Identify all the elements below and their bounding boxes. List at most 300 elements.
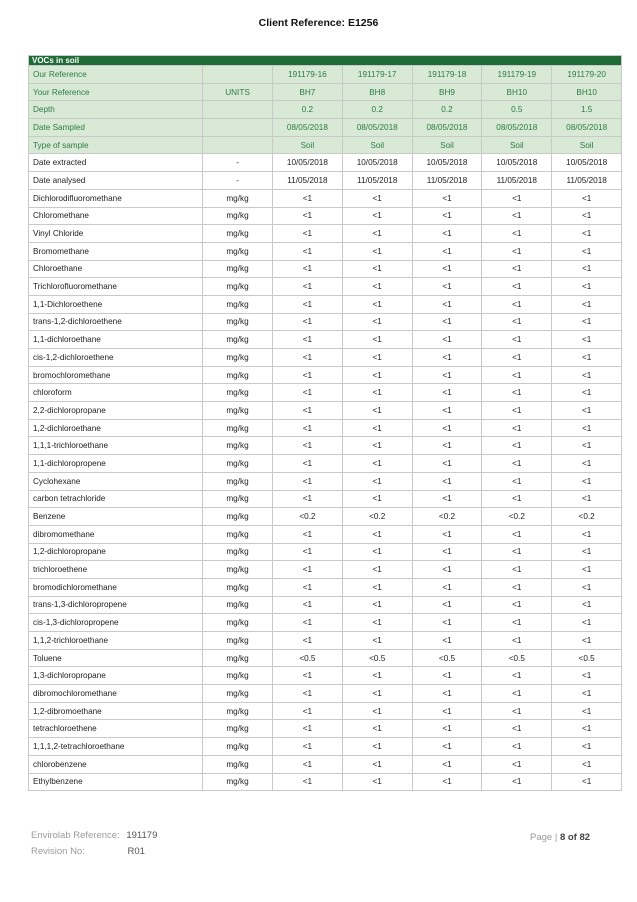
cell-value: <1 xyxy=(482,685,552,703)
cell-value: <1 xyxy=(412,578,482,596)
table-row xyxy=(29,384,622,402)
cell-value: <1 xyxy=(342,596,412,614)
cell-value: <1 xyxy=(412,596,482,614)
cell-value: <1 xyxy=(342,278,412,296)
row-unit: mg/kg xyxy=(203,260,273,278)
cell-value: 08/05/2018 xyxy=(342,119,412,137)
cell-value: <1 xyxy=(552,419,622,437)
table-row xyxy=(29,561,622,579)
table-row xyxy=(29,172,622,190)
cell-value: <1 xyxy=(482,543,552,561)
row-label: chloroform xyxy=(29,384,203,402)
cell-value: <1 xyxy=(482,596,552,614)
row-unit: mg/kg xyxy=(203,437,273,455)
row-unit: mg/kg xyxy=(203,278,273,296)
row-label: Depth xyxy=(29,101,203,119)
cell-value: <1 xyxy=(342,578,412,596)
row-label: bromodichloromethane xyxy=(29,578,203,596)
cell-value: <1 xyxy=(482,295,552,313)
cell-value: 10/05/2018 xyxy=(342,154,412,172)
cell-value: <1 xyxy=(482,437,552,455)
row-unit: mg/kg xyxy=(203,349,273,367)
row-label: 1,3-dichloropropane xyxy=(29,667,203,685)
cell-value: <1 xyxy=(412,189,482,207)
cell-value: <1 xyxy=(273,402,343,420)
cell-value: <0.2 xyxy=(482,508,552,526)
table-row xyxy=(29,349,622,367)
table-row xyxy=(29,419,622,437)
cell-value: <1 xyxy=(552,525,622,543)
table-row xyxy=(29,525,622,543)
cell-value: 10/05/2018 xyxy=(482,154,552,172)
cell-value: <1 xyxy=(482,349,552,367)
cell-value: <1 xyxy=(552,667,622,685)
row-label: 2,2-dichloropropane xyxy=(29,402,203,420)
row-label: 1,2-dichloropropane xyxy=(29,543,203,561)
row-unit: UNITS xyxy=(203,83,273,101)
header-row xyxy=(29,136,622,154)
cell-value: <1 xyxy=(482,189,552,207)
cell-value: Soil xyxy=(412,136,482,154)
cell-value: <1 xyxy=(552,437,622,455)
row-label: Date Sampled xyxy=(29,119,203,137)
table-row xyxy=(29,773,622,791)
cell-value: <1 xyxy=(552,685,622,703)
cell-value: 191179-20 xyxy=(552,66,622,84)
cell-value: <1 xyxy=(342,667,412,685)
cell-value: <1 xyxy=(342,366,412,384)
cell-value: 10/05/2018 xyxy=(552,154,622,172)
cell-value: <0.5 xyxy=(342,649,412,667)
cell-value: <1 xyxy=(482,366,552,384)
row-unit: mg/kg xyxy=(203,472,273,490)
cell-value: <1 xyxy=(482,472,552,490)
row-unit: mg/kg xyxy=(203,738,273,756)
row-label: Benzene xyxy=(29,508,203,526)
row-unit: mg/kg xyxy=(203,490,273,508)
cell-value: <1 xyxy=(482,578,552,596)
cell-value: <1 xyxy=(342,561,412,579)
cell-value: 11/05/2018 xyxy=(482,172,552,190)
cell-value: <1 xyxy=(342,720,412,738)
cell-value: <0.5 xyxy=(482,649,552,667)
cell-value: <1 xyxy=(482,720,552,738)
cell-value: 191179-18 xyxy=(412,66,482,84)
row-unit: mg/kg xyxy=(203,419,273,437)
table-body xyxy=(29,56,622,791)
cell-value: <1 xyxy=(412,278,482,296)
row-label: Date analysed xyxy=(29,172,203,190)
cell-value: <1 xyxy=(412,667,482,685)
cell-value: <1 xyxy=(552,755,622,773)
cell-value: <1 xyxy=(342,525,412,543)
cell-value: <1 xyxy=(412,525,482,543)
footer-page xyxy=(530,832,590,843)
table-row xyxy=(29,702,622,720)
cell-value: <1 xyxy=(342,702,412,720)
row-unit: - xyxy=(203,154,273,172)
cell-value: 11/05/2018 xyxy=(273,172,343,190)
row-label: 1,2-dichloroethane xyxy=(29,419,203,437)
cell-value: <1 xyxy=(342,738,412,756)
row-unit: mg/kg xyxy=(203,207,273,225)
cell-value: 0.2 xyxy=(342,101,412,119)
row-label: Your Reference xyxy=(29,83,203,101)
cell-value: <1 xyxy=(482,490,552,508)
cell-value: <0.5 xyxy=(552,649,622,667)
footer-page-number: 8 of 82 xyxy=(559,832,591,843)
row-label: bromochloromethane xyxy=(29,366,203,384)
footer-reference xyxy=(31,830,157,862)
cell-value: <1 xyxy=(552,773,622,791)
cell-value: <1 xyxy=(552,472,622,490)
cell-value: 191179-17 xyxy=(342,66,412,84)
cell-value: <1 xyxy=(273,755,343,773)
row-label: 1,2-dibromoethane xyxy=(29,702,203,720)
row-label: trichloroethene xyxy=(29,561,203,579)
footer-rev-label: Revision No: xyxy=(31,846,85,857)
cell-value: <1 xyxy=(552,543,622,561)
row-unit: mg/kg xyxy=(203,402,273,420)
cell-value: <1 xyxy=(273,295,343,313)
row-label: carbon tetrachloride xyxy=(29,490,203,508)
cell-value: <1 xyxy=(552,242,622,260)
header-row xyxy=(29,119,622,137)
row-label: Vinyl Chloride xyxy=(29,225,203,243)
cell-value: <1 xyxy=(552,632,622,650)
row-label: 1,1,1-trichloroethane xyxy=(29,437,203,455)
table-row xyxy=(29,295,622,313)
table-row xyxy=(29,596,622,614)
header-row xyxy=(29,83,622,101)
row-label: trans-1,2-dichloroethene xyxy=(29,313,203,331)
row-unit: mg/kg xyxy=(203,508,273,526)
row-unit xyxy=(203,119,273,137)
cell-value: <1 xyxy=(342,490,412,508)
cell-value: <1 xyxy=(273,614,343,632)
row-unit: mg/kg xyxy=(203,614,273,632)
cell-value: <1 xyxy=(342,455,412,473)
row-label: dibromochloromethane xyxy=(29,685,203,703)
cell-value: <1 xyxy=(412,366,482,384)
cell-value: <1 xyxy=(412,720,482,738)
cell-value: 0.2 xyxy=(273,101,343,119)
cell-value: <1 xyxy=(482,702,552,720)
voc-results-table xyxy=(28,55,622,791)
row-label: 1,1-Dichloroethene xyxy=(29,295,203,313)
row-label: 1,1,2-trichloroethane xyxy=(29,632,203,650)
table-row xyxy=(29,508,622,526)
cell-value: <1 xyxy=(482,225,552,243)
cell-value: <0.5 xyxy=(273,649,343,667)
cell-value: <0.2 xyxy=(412,508,482,526)
cell-value: <1 xyxy=(273,313,343,331)
cell-value: <1 xyxy=(273,225,343,243)
cell-value: <1 xyxy=(482,614,552,632)
cell-value: <1 xyxy=(412,295,482,313)
table-row xyxy=(29,260,622,278)
cell-value: <1 xyxy=(273,189,343,207)
cell-value: <1 xyxy=(273,419,343,437)
cell-value: <1 xyxy=(342,189,412,207)
row-unit: mg/kg xyxy=(203,455,273,473)
cell-value: <0.2 xyxy=(342,508,412,526)
row-label: Ethylbenzene xyxy=(29,773,203,791)
cell-value: <1 xyxy=(552,366,622,384)
cell-value: <1 xyxy=(412,773,482,791)
cell-value: <1 xyxy=(412,313,482,331)
cell-value: <1 xyxy=(482,384,552,402)
cell-value: <1 xyxy=(552,738,622,756)
footer-ref-value: 191179 xyxy=(126,830,158,841)
cell-value: Soil xyxy=(342,136,412,154)
row-unit xyxy=(203,66,273,84)
cell-value: <1 xyxy=(273,561,343,579)
cell-value: <1 xyxy=(412,402,482,420)
row-unit: mg/kg xyxy=(203,561,273,579)
cell-value: <1 xyxy=(273,702,343,720)
cell-value: <1 xyxy=(482,738,552,756)
cell-value: <1 xyxy=(482,455,552,473)
row-unit: mg/kg xyxy=(203,596,273,614)
cell-value: <1 xyxy=(273,720,343,738)
cell-value: <1 xyxy=(342,242,412,260)
cell-value: <1 xyxy=(273,773,343,791)
cell-value: BH10 xyxy=(552,83,622,101)
cell-value: <1 xyxy=(412,738,482,756)
cell-value: <1 xyxy=(412,242,482,260)
row-label: Trichlorofluoromethane xyxy=(29,278,203,296)
cell-value: <1 xyxy=(412,755,482,773)
cell-value: <1 xyxy=(482,278,552,296)
cell-value: 0.2 xyxy=(412,101,482,119)
table-row xyxy=(29,154,622,172)
cell-value: <1 xyxy=(412,260,482,278)
cell-value: <1 xyxy=(412,437,482,455)
table-row xyxy=(29,189,622,207)
cell-value: Soil xyxy=(273,136,343,154)
cell-value: <1 xyxy=(552,614,622,632)
cell-value: <1 xyxy=(342,402,412,420)
cell-value: <1 xyxy=(482,242,552,260)
cell-value: Soil xyxy=(552,136,622,154)
cell-value: <1 xyxy=(412,331,482,349)
row-label: Our Reference xyxy=(29,66,203,84)
cell-value: <1 xyxy=(273,667,343,685)
row-unit xyxy=(203,136,273,154)
cell-value: <1 xyxy=(412,685,482,703)
cell-value: <1 xyxy=(482,561,552,579)
cell-value: 191179-19 xyxy=(482,66,552,84)
footer-page-label: Page | xyxy=(530,832,558,843)
cell-value: <0.2 xyxy=(273,508,343,526)
cell-value: <1 xyxy=(552,455,622,473)
row-label: Chloroethane xyxy=(29,260,203,278)
table-row xyxy=(29,578,622,596)
table-row xyxy=(29,402,622,420)
cell-value: <1 xyxy=(412,543,482,561)
cell-value: 11/05/2018 xyxy=(412,172,482,190)
row-unit: mg/kg xyxy=(203,384,273,402)
cell-value: 08/05/2018 xyxy=(552,119,622,137)
footer-ref-line xyxy=(31,830,157,846)
cell-value: <1 xyxy=(342,685,412,703)
cell-value: <1 xyxy=(552,295,622,313)
cell-value: <1 xyxy=(273,596,343,614)
table-row xyxy=(29,543,622,561)
cell-value: <1 xyxy=(552,384,622,402)
cell-value: <1 xyxy=(342,207,412,225)
cell-value: <1 xyxy=(342,632,412,650)
row-unit: mg/kg xyxy=(203,525,273,543)
row-label: tetrachloroethene xyxy=(29,720,203,738)
footer-rev-value: R01 xyxy=(127,846,145,857)
cell-value: BH9 xyxy=(412,83,482,101)
row-unit: mg/kg xyxy=(203,720,273,738)
cell-value: <1 xyxy=(273,437,343,455)
cell-value: <1 xyxy=(273,632,343,650)
row-label: trans-1,3-dichloropropene xyxy=(29,596,203,614)
table-row xyxy=(29,278,622,296)
row-unit: mg/kg xyxy=(203,225,273,243)
row-unit: mg/kg xyxy=(203,685,273,703)
cell-value: <1 xyxy=(552,702,622,720)
row-unit: mg/kg xyxy=(203,702,273,720)
cell-value: <1 xyxy=(552,490,622,508)
table-row xyxy=(29,242,622,260)
cell-value: <1 xyxy=(342,295,412,313)
cell-value: <1 xyxy=(552,561,622,579)
cell-value: <1 xyxy=(482,207,552,225)
table-row xyxy=(29,632,622,650)
cell-value: <1 xyxy=(342,384,412,402)
row-label: Cyclohexane xyxy=(29,472,203,490)
header-row xyxy=(29,66,622,84)
cell-value: 10/05/2018 xyxy=(412,154,482,172)
footer-ref-label: Envirolab Reference: xyxy=(31,830,120,841)
row-unit: mg/kg xyxy=(203,189,273,207)
cell-value: <1 xyxy=(273,578,343,596)
row-unit: mg/kg xyxy=(203,755,273,773)
cell-value: <1 xyxy=(482,402,552,420)
row-unit: mg/kg xyxy=(203,295,273,313)
cell-value: <1 xyxy=(342,755,412,773)
cell-value: <1 xyxy=(482,419,552,437)
cell-value: <1 xyxy=(273,685,343,703)
cell-value: <1 xyxy=(552,278,622,296)
row-label: 1,1-dichloroethane xyxy=(29,331,203,349)
cell-value: 08/05/2018 xyxy=(412,119,482,137)
cell-value: <1 xyxy=(552,331,622,349)
cell-value: <1 xyxy=(552,720,622,738)
row-label: cis-1,2-dichloroethene xyxy=(29,349,203,367)
table-row xyxy=(29,720,622,738)
cell-value: <1 xyxy=(273,384,343,402)
cell-value: <1 xyxy=(552,349,622,367)
cell-value: <1 xyxy=(273,207,343,225)
table-row xyxy=(29,472,622,490)
cell-value: <1 xyxy=(273,349,343,367)
cell-value: <1 xyxy=(342,419,412,437)
row-unit: mg/kg xyxy=(203,649,273,667)
cell-value: 11/05/2018 xyxy=(342,172,412,190)
table-row xyxy=(29,755,622,773)
cell-value: <1 xyxy=(273,260,343,278)
cell-value: 0.5 xyxy=(482,101,552,119)
row-label: 1,1-dichloropropene xyxy=(29,455,203,473)
row-unit: mg/kg xyxy=(203,632,273,650)
cell-value: <1 xyxy=(552,207,622,225)
table-row xyxy=(29,207,622,225)
row-unit: mg/kg xyxy=(203,331,273,349)
cell-value: <1 xyxy=(412,702,482,720)
cell-value: <1 xyxy=(273,543,343,561)
cell-value: <1 xyxy=(412,632,482,650)
cell-value: <1 xyxy=(482,313,552,331)
cell-value: <0.5 xyxy=(412,649,482,667)
cell-value: <1 xyxy=(412,561,482,579)
cell-value: BH7 xyxy=(273,83,343,101)
cell-value: <1 xyxy=(482,632,552,650)
cell-value: <1 xyxy=(273,472,343,490)
cell-value: 191179-16 xyxy=(273,66,343,84)
cell-value: <1 xyxy=(482,331,552,349)
cell-value: <1 xyxy=(273,278,343,296)
row-label: Toluene xyxy=(29,649,203,667)
cell-value: Soil xyxy=(482,136,552,154)
row-unit: mg/kg xyxy=(203,773,273,791)
cell-value: <1 xyxy=(412,349,482,367)
table-row xyxy=(29,313,622,331)
cell-value: <1 xyxy=(552,189,622,207)
cell-value: <1 xyxy=(412,384,482,402)
cell-value: <1 xyxy=(342,313,412,331)
cell-value: <1 xyxy=(273,525,343,543)
cell-value: <1 xyxy=(482,773,552,791)
section-title: VOCs in soil xyxy=(29,56,622,66)
cell-value: <1 xyxy=(412,419,482,437)
row-label: 1,1,1,2-tetrachloroethane xyxy=(29,738,203,756)
cell-value: BH10 xyxy=(482,83,552,101)
table-row xyxy=(29,437,622,455)
cell-value: <1 xyxy=(342,614,412,632)
cell-value: <1 xyxy=(412,207,482,225)
cell-value: <1 xyxy=(342,260,412,278)
footer-rev-line xyxy=(31,846,157,862)
row-label: Type of sample xyxy=(29,136,203,154)
table-row xyxy=(29,685,622,703)
cell-value: <1 xyxy=(342,331,412,349)
row-unit: mg/kg xyxy=(203,242,273,260)
row-unit: mg/kg xyxy=(203,313,273,331)
cell-value: <1 xyxy=(342,437,412,455)
cell-value: <0.2 xyxy=(552,508,622,526)
cell-value: 11/05/2018 xyxy=(552,172,622,190)
cell-value: 1.5 xyxy=(552,101,622,119)
row-label: Chloromethane xyxy=(29,207,203,225)
cell-value: <1 xyxy=(412,225,482,243)
cell-value: <1 xyxy=(412,455,482,473)
cell-value: <1 xyxy=(482,755,552,773)
cell-value: <1 xyxy=(342,349,412,367)
row-unit xyxy=(203,101,273,119)
cell-value: <1 xyxy=(273,242,343,260)
cell-value: <1 xyxy=(552,225,622,243)
cell-value: <1 xyxy=(552,578,622,596)
cell-value: <1 xyxy=(482,260,552,278)
table-row xyxy=(29,331,622,349)
table-row xyxy=(29,738,622,756)
